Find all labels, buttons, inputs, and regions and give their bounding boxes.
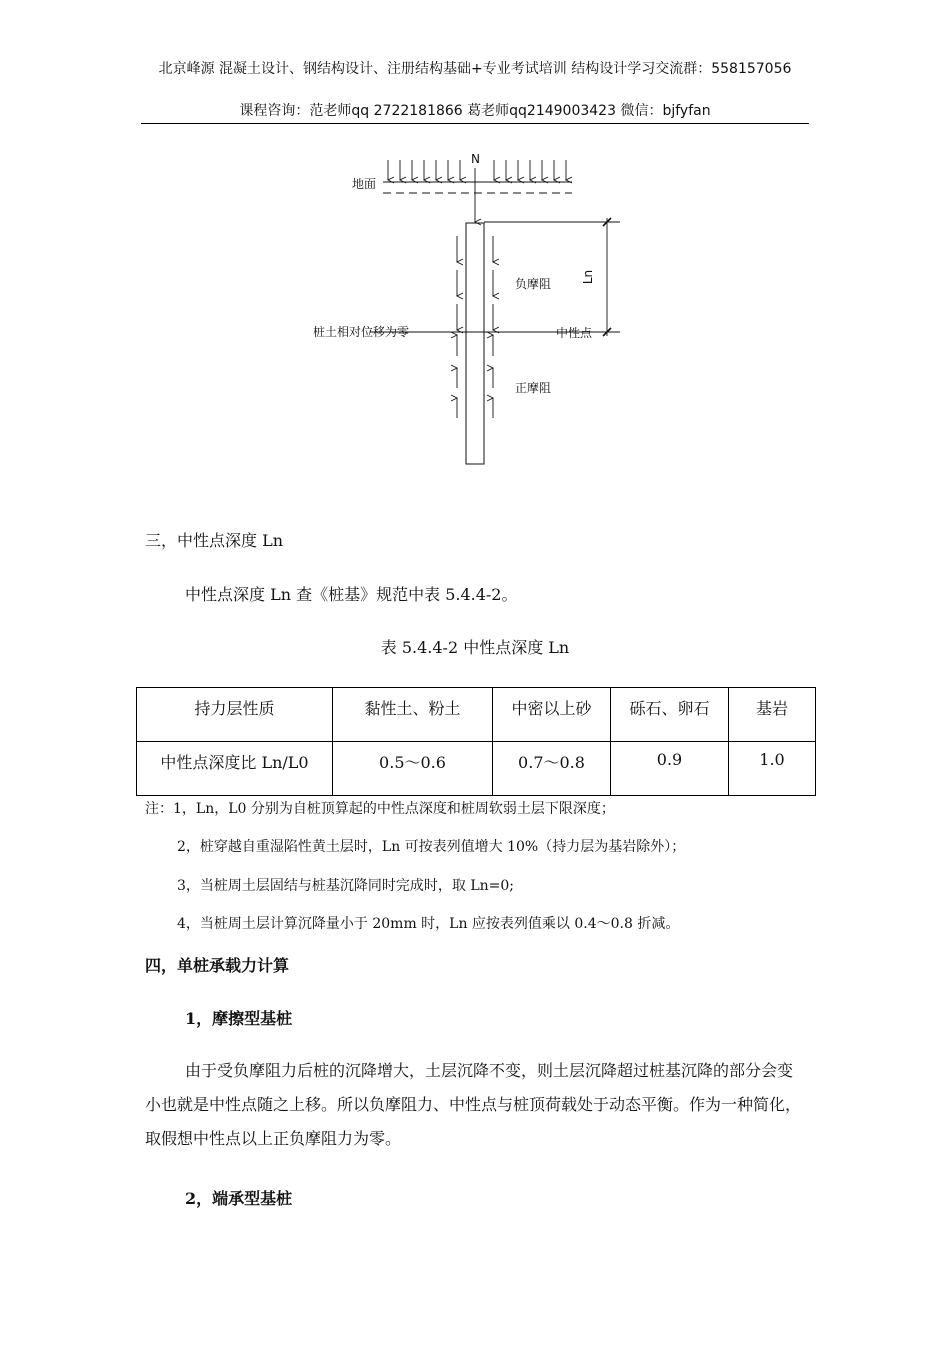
pile xyxy=(466,223,484,464)
header-contact-line: 课程咨询：范老师qq 2722181866 葛老师qq2149003423 微信：bjfyfan xyxy=(239,103,711,119)
table-cell: 0.9 xyxy=(611,742,729,796)
table-cell: 黏性土、粉土 xyxy=(333,688,493,742)
load-label: N xyxy=(471,152,480,166)
section3-title: 三，中性点深度 Ln xyxy=(145,531,284,550)
table-cell: 中性点深度比 Ln/L0 xyxy=(137,742,333,796)
positive-friction-arrows xyxy=(457,335,493,418)
positive-friction-label: 正摩阻 xyxy=(515,381,552,395)
table-note-4: 4，当桩周土层计算沉降量小于 20mm 时，Ln 应按表列值乘以 0.4～0.8 折减。 xyxy=(177,916,680,932)
negative-friction-arrows xyxy=(457,236,493,330)
pile-friction-diagram xyxy=(0,140,950,480)
table-cell: 0.5～0.6 xyxy=(333,742,493,796)
table-cell: 砾石、卵石 xyxy=(611,688,729,742)
table-note-3: 3，当桩周土层固结与桩基沉降同时完成时，取 Ln=0; xyxy=(177,878,515,894)
table-header-row xyxy=(137,688,816,742)
ln-label: Ln xyxy=(581,269,595,285)
section4-paragraph: 由于受负摩阻力后桩的沉降增大，土层沉降不变，则土层沉降超过桩基沉降的部分会变小也就是中性点随之上移。所以负摩阻力、中性点与桩顶荷载处于动态平衡。作为一种简化，取假想中性点以上正负摩阻力为零。 xyxy=(145,1061,802,1148)
table-note-2: 2，桩穿越自重湿陷性黄土层时，Ln 可按表列值增大 10%（持力层为基岩除外）； xyxy=(177,839,686,855)
zero-displacement-label: 桩土相对位移为零 xyxy=(313,325,410,339)
table-cell: 基岩 xyxy=(729,688,816,742)
negative-friction-label: 负摩阻 xyxy=(515,277,552,291)
neutral-depth-table xyxy=(136,687,816,796)
table-note-1: 注：1，Ln，L0 分别为自桩顶算起的中性点深度和桩周软弱土层下限深度； xyxy=(145,801,615,817)
table-cell: 0.7～0.8 xyxy=(493,742,611,796)
section4-sub1: 1，摩擦型基桩 xyxy=(185,1009,293,1028)
table-cell: 持力层性质 xyxy=(137,688,333,742)
section4-sub2: 2，端承型基桩 xyxy=(185,1189,293,1208)
ground-label: 地面 xyxy=(352,177,377,191)
table-cell: 中密以上砂 xyxy=(493,688,611,742)
header-training-line: 北京峰源 混凝土设计、钢结构设计、注册结构基础+专业考试培训 结构设计学习交流群：558157056 xyxy=(158,61,792,77)
section3-intro: 中性点深度 Ln 查《桩基》规范中表 5.4.4-2。 xyxy=(185,585,518,604)
table-caption: 表 5.4.4-2 中性点深度 Ln xyxy=(380,638,570,657)
section4-title: 四，单桩承载力计算 xyxy=(145,956,290,975)
table-row xyxy=(137,742,816,796)
table-cell: 1.0 xyxy=(729,742,816,796)
neutral-point-label: 中性点 xyxy=(556,326,593,340)
header-rule xyxy=(141,123,809,124)
